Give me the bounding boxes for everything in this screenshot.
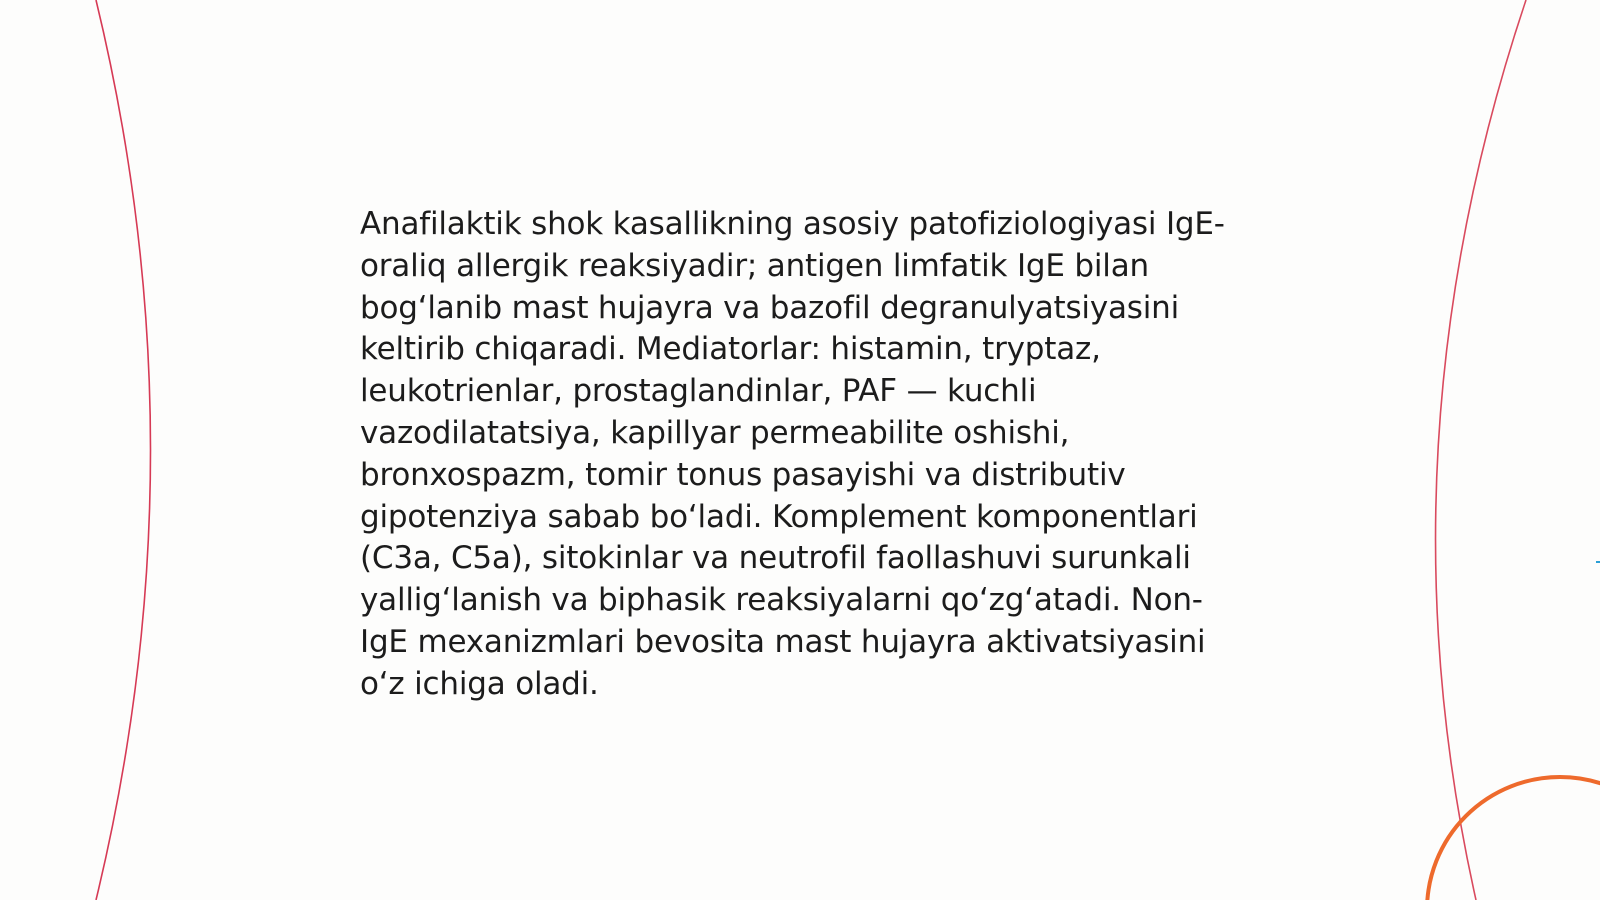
right-arc-icon <box>1436 0 1526 900</box>
corner-circle-icon <box>1427 777 1600 900</box>
left-arc-icon <box>96 0 151 900</box>
slide-paragraph: Anafilaktik shok kasallikning asosiy patofiziologiyasi IgE-oraliq allergik reaksiyadir; antigen limfatik IgE bilan bog‘lanib mast hujayra va bazofil degranulyatsiyasini keltirib chiqaradi. Mediatorlar: histamin, tryptaz, leukotrienlar, prostaglandinlar, PAF — kuchli vazodilatatsiya, kapillyar permeabilite oshishi, bronxospazm, tomir tonus pasayishi va distributiv gipotenziya sabab bo‘ladi. Komplement komponentlari (C3a, C5a), sitokinlar va neutrofil faollashuvi surunkali yallig‘lanish va biphasik reaksiyalarni qo‘zg‘atadi. Non-IgE mexanizmlari bevosita mast hujayra aktivatsiyasini o‘z ichiga oladi. <box>360 206 1225 702</box>
